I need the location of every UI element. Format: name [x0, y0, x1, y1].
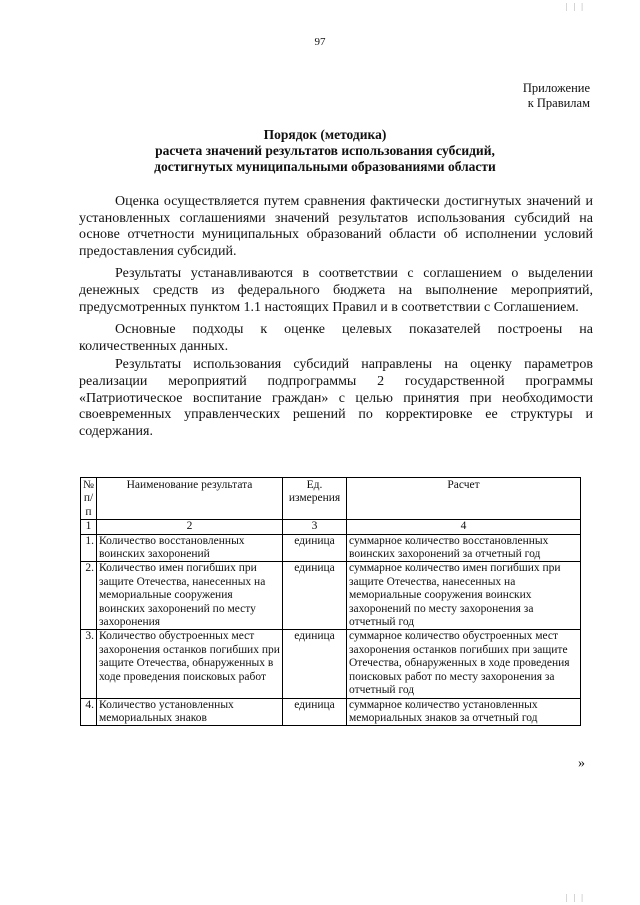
paragraph-4: Результаты использования субсидий направлены на оценку параметров реализации мероприятий подпрограммы 2 государственной программы «Патриотическое воспитание граждан» с целью принятия при необходимости своевременных управленческих решений по корректировке ее структуры и содержания.: [79, 357, 593, 439]
paragraph-2: Результаты устанавливаются в соответствии с соглашением о выделении денежных средств из федерального бюджета на выполнение мероприятий, предусмотренных пунктом 1.1 настоящих Правил и в соответствии с Соглашением.: [79, 266, 593, 315]
row-number: 4.: [81, 698, 97, 726]
header-unit: Ед. измерения: [283, 478, 347, 520]
appendix-line-1: Приложение: [522, 81, 590, 95]
row-calculation: суммарное количество установленных мемориальных знаков за отчетный год: [347, 698, 581, 726]
row-name: Количество восстановленных воинских захоронений: [97, 534, 283, 562]
title-line-3: достигнутых муниципальными образованиями области: [154, 159, 496, 174]
row-name: Количество обустроенных мест захоронения останков погибших при защите Отечества, обнаруженных в ходе проведения поисковых работ: [97, 630, 283, 698]
row-unit: единица: [283, 534, 347, 562]
index-cell: 1: [81, 520, 97, 534]
table-row: [81, 630, 581, 698]
appendix-note: [523, 81, 590, 111]
index-cell: 3: [283, 520, 347, 534]
title-line-2: расчета значений результатов использования субсидий,: [155, 143, 495, 158]
title-line-1: Порядок (методика): [263, 127, 387, 142]
results-table: [80, 477, 581, 726]
table-row: [81, 698, 581, 726]
index-cell: 4: [347, 520, 581, 534]
paragraph-3: Основные подходы к оценке целевых показателей построены на количественных данных.: [79, 322, 593, 354]
row-calculation: суммарное количество восстановленных воинских захоронений за отчетный год: [347, 534, 581, 562]
row-calculation: суммарное количество обустроенных мест захоронения останков погибших при защите Отечества, обнаруженных в ходе проведения поисковых работ по месту захоронения за отчетный год: [347, 630, 581, 698]
header-number: № п/п: [81, 478, 97, 520]
row-calculation: суммарное количество имен погибших при защите Отечества, нанесенных на мемориальные сооружения воинских захоронений по месту захоронения за отчетный год: [347, 562, 581, 630]
index-cell: 2: [97, 520, 283, 534]
scan-artifact-mark: | | |: [566, 893, 585, 902]
table-row: [81, 562, 581, 630]
header-calculation: Расчет: [347, 478, 581, 520]
page-number: 97: [314, 36, 326, 48]
row-unit: единица: [283, 562, 347, 630]
document-title: [60, 127, 590, 175]
row-name: Количество имен погибших при защите Отечества, нанесенных на мемориальные сооружения воинских захоронений по месту захоронения: [97, 562, 283, 630]
body-text: [79, 194, 593, 446]
row-name: Количество установленных мемориальных знаков: [97, 698, 283, 726]
row-number: 3.: [81, 630, 97, 698]
table-row: [81, 534, 581, 562]
scan-artifact-mark: | | |: [566, 2, 585, 11]
row-number: 2.: [81, 562, 97, 630]
paragraph-1: Оценка осуществляется путем сравнения фактически достигнутых значений и установленных соглашениями значений результатов использования субсидий на основе отчетности муниципальных образований области об исполнении условий предоставления субсидий.: [79, 194, 593, 259]
table-index-row: [81, 520, 581, 534]
table-header-row: [81, 478, 581, 520]
row-unit: единица: [283, 698, 347, 726]
appendix-line-2: к Правилам: [527, 96, 590, 110]
row-unit: единица: [283, 630, 347, 698]
row-number: 1.: [81, 534, 97, 562]
closing-quote: »: [578, 756, 585, 771]
header-name: Наименование результата: [97, 478, 283, 520]
